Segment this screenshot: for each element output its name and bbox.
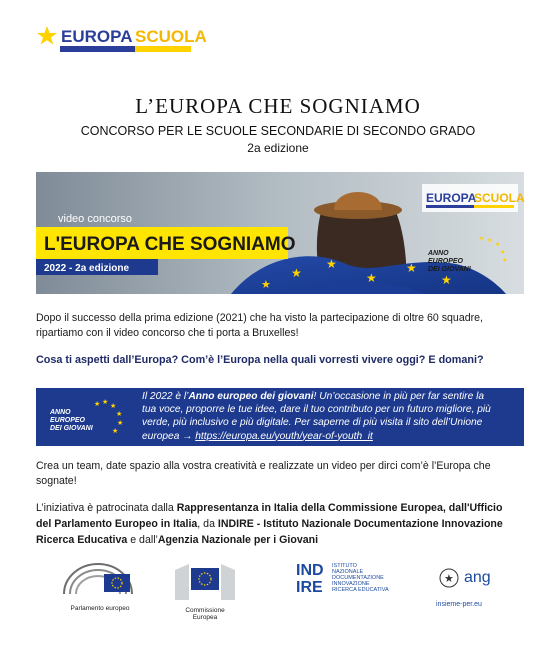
hero-headline: L'EUROPA CHE SOGNIAMO	[44, 234, 296, 255]
ang-url: insieme-per.eu	[436, 601, 482, 608]
svg-text:★: ★	[116, 411, 123, 418]
edition-label: 2a edizione	[247, 141, 309, 155]
hero-graphic	[36, 172, 524, 294]
parliament-caption: Parlamento europeo	[70, 605, 130, 612]
svg-text:DEI GIOVANI: DEI GIOVANI	[428, 266, 471, 273]
youth-year-text: Il 2022 è l’Anno europeo dei giovani! Un’occasione in più per far sentire la tua voce, proporre le tue idee, dare il tuo contributo per un futuro migliore, più verde, più inclusivo e più digitale. Per saperne di più visita il sito dell’Unione europea → https://europa.eu/youth/year-of-youth_it	[142, 391, 491, 442]
svg-text:★: ★	[110, 403, 117, 410]
svg-text:RICERCA EDUCATIVA: RICERCA EDUCATIVA	[332, 587, 389, 593]
svg-text:ang: ang	[464, 569, 491, 586]
parliament-logo	[60, 560, 140, 612]
svg-text:★: ★	[502, 258, 508, 264]
svg-text:★: ★	[261, 279, 271, 291]
hero-brand-part2: SCUOLA	[474, 191, 525, 205]
svg-text:★: ★	[406, 261, 417, 275]
hero-brand-part1: EUROPA	[426, 191, 477, 205]
svg-text:ISTITUTO: ISTITUTO	[332, 563, 357, 569]
patron-paragraph: L’iniziativa è patrocinata dalla Rappresentanza in Italia della Commissione Europea, dall'Ufficio del Parlamento Europeo in Italia, da INDIRE - Istituto Nazionale Documentazione Innovazione Ricerca Educativa e dall’Agenzia Nazionale per i Giovani	[36, 502, 503, 546]
indire-logo-graphic	[296, 560, 406, 596]
svg-text:★: ★	[441, 273, 452, 287]
svg-text:EUROPEO: EUROPEO	[428, 258, 464, 265]
svg-text:NAZIONALE: NAZIONALE	[332, 569, 364, 575]
star-icon	[37, 26, 57, 45]
commission-logo	[175, 560, 235, 621]
svg-text:ANNO: ANNO	[428, 250, 449, 257]
hero-banner	[36, 172, 524, 294]
commission-caption-1: Commissione	[185, 607, 225, 614]
republic-emblem-icon: ★	[444, 573, 454, 585]
banner-badge-graphic	[44, 394, 134, 440]
question-text: Cosa ti aspetti dall’Europa? Com’è l’Europa nella quali vorresti vivere oggi? E domani?	[36, 354, 484, 366]
europascuola-logo-graphic	[36, 20, 207, 54]
svg-text:★: ★	[94, 401, 101, 408]
hero-year: 2022 - 2a edizione	[44, 263, 130, 274]
svg-text:ANNO: ANNO	[50, 409, 71, 416]
svg-text:DOCUMENTAZIONE: DOCUMENTAZIONE	[332, 575, 384, 581]
ang-logo	[436, 564, 506, 608]
page-title: L’EUROPA CHE SOGNIAMO	[135, 94, 421, 118]
svg-text:★: ★	[500, 250, 506, 256]
youth-year-link[interactable]: https://europa.eu/youth/year-of-youth_it	[195, 430, 373, 442]
parliament-emblem-icon	[60, 560, 140, 598]
svg-text:★: ★	[495, 242, 501, 248]
svg-text:IRE: IRE	[296, 579, 323, 596]
svg-text:★: ★	[487, 238, 493, 244]
brand-part1: EUROPA	[61, 27, 133, 46]
svg-text:DEI GIOVANI: DEI GIOVANI	[50, 425, 93, 432]
europascuola-logo	[36, 20, 207, 54]
svg-text:★: ★	[366, 271, 377, 285]
svg-text:★: ★	[479, 236, 485, 242]
svg-text:★: ★	[326, 257, 337, 271]
svg-text:INNOVAZIONE: INNOVAZIONE	[332, 581, 370, 587]
commission-caption-2: Europea	[192, 614, 218, 621]
svg-text:★: ★	[102, 399, 109, 406]
svg-text:IND: IND	[296, 562, 324, 579]
brand-part2: SCUOLA	[135, 27, 207, 46]
hero-kicker: video concorso	[58, 213, 132, 225]
team-paragraph: Crea un team, date spazio alla vostra creatività e realizzate un video per dirci com’è l’Europa che sognate!	[36, 460, 491, 487]
svg-text:★: ★	[112, 428, 119, 435]
intro-paragraph: Dopo il successo della prima edizione (2021) che ha visto la partecipazione di oltre 60 squadre, ripartiamo con il video concorso che ti porta a Bruxelles!	[36, 312, 483, 339]
commission-emblem-icon	[175, 560, 235, 602]
page-subtitle: CONCORSO PER LE SCUOLE SECONDARIE DI SECONDO GRADO	[80, 124, 476, 138]
indire-logo	[296, 560, 406, 596]
svg-text:★: ★	[291, 266, 302, 280]
ang-logo-graphic	[436, 564, 506, 592]
svg-text:★: ★	[117, 420, 124, 427]
banner-badge	[44, 394, 134, 440]
svg-text:EUROPEO: EUROPEO	[50, 417, 86, 424]
